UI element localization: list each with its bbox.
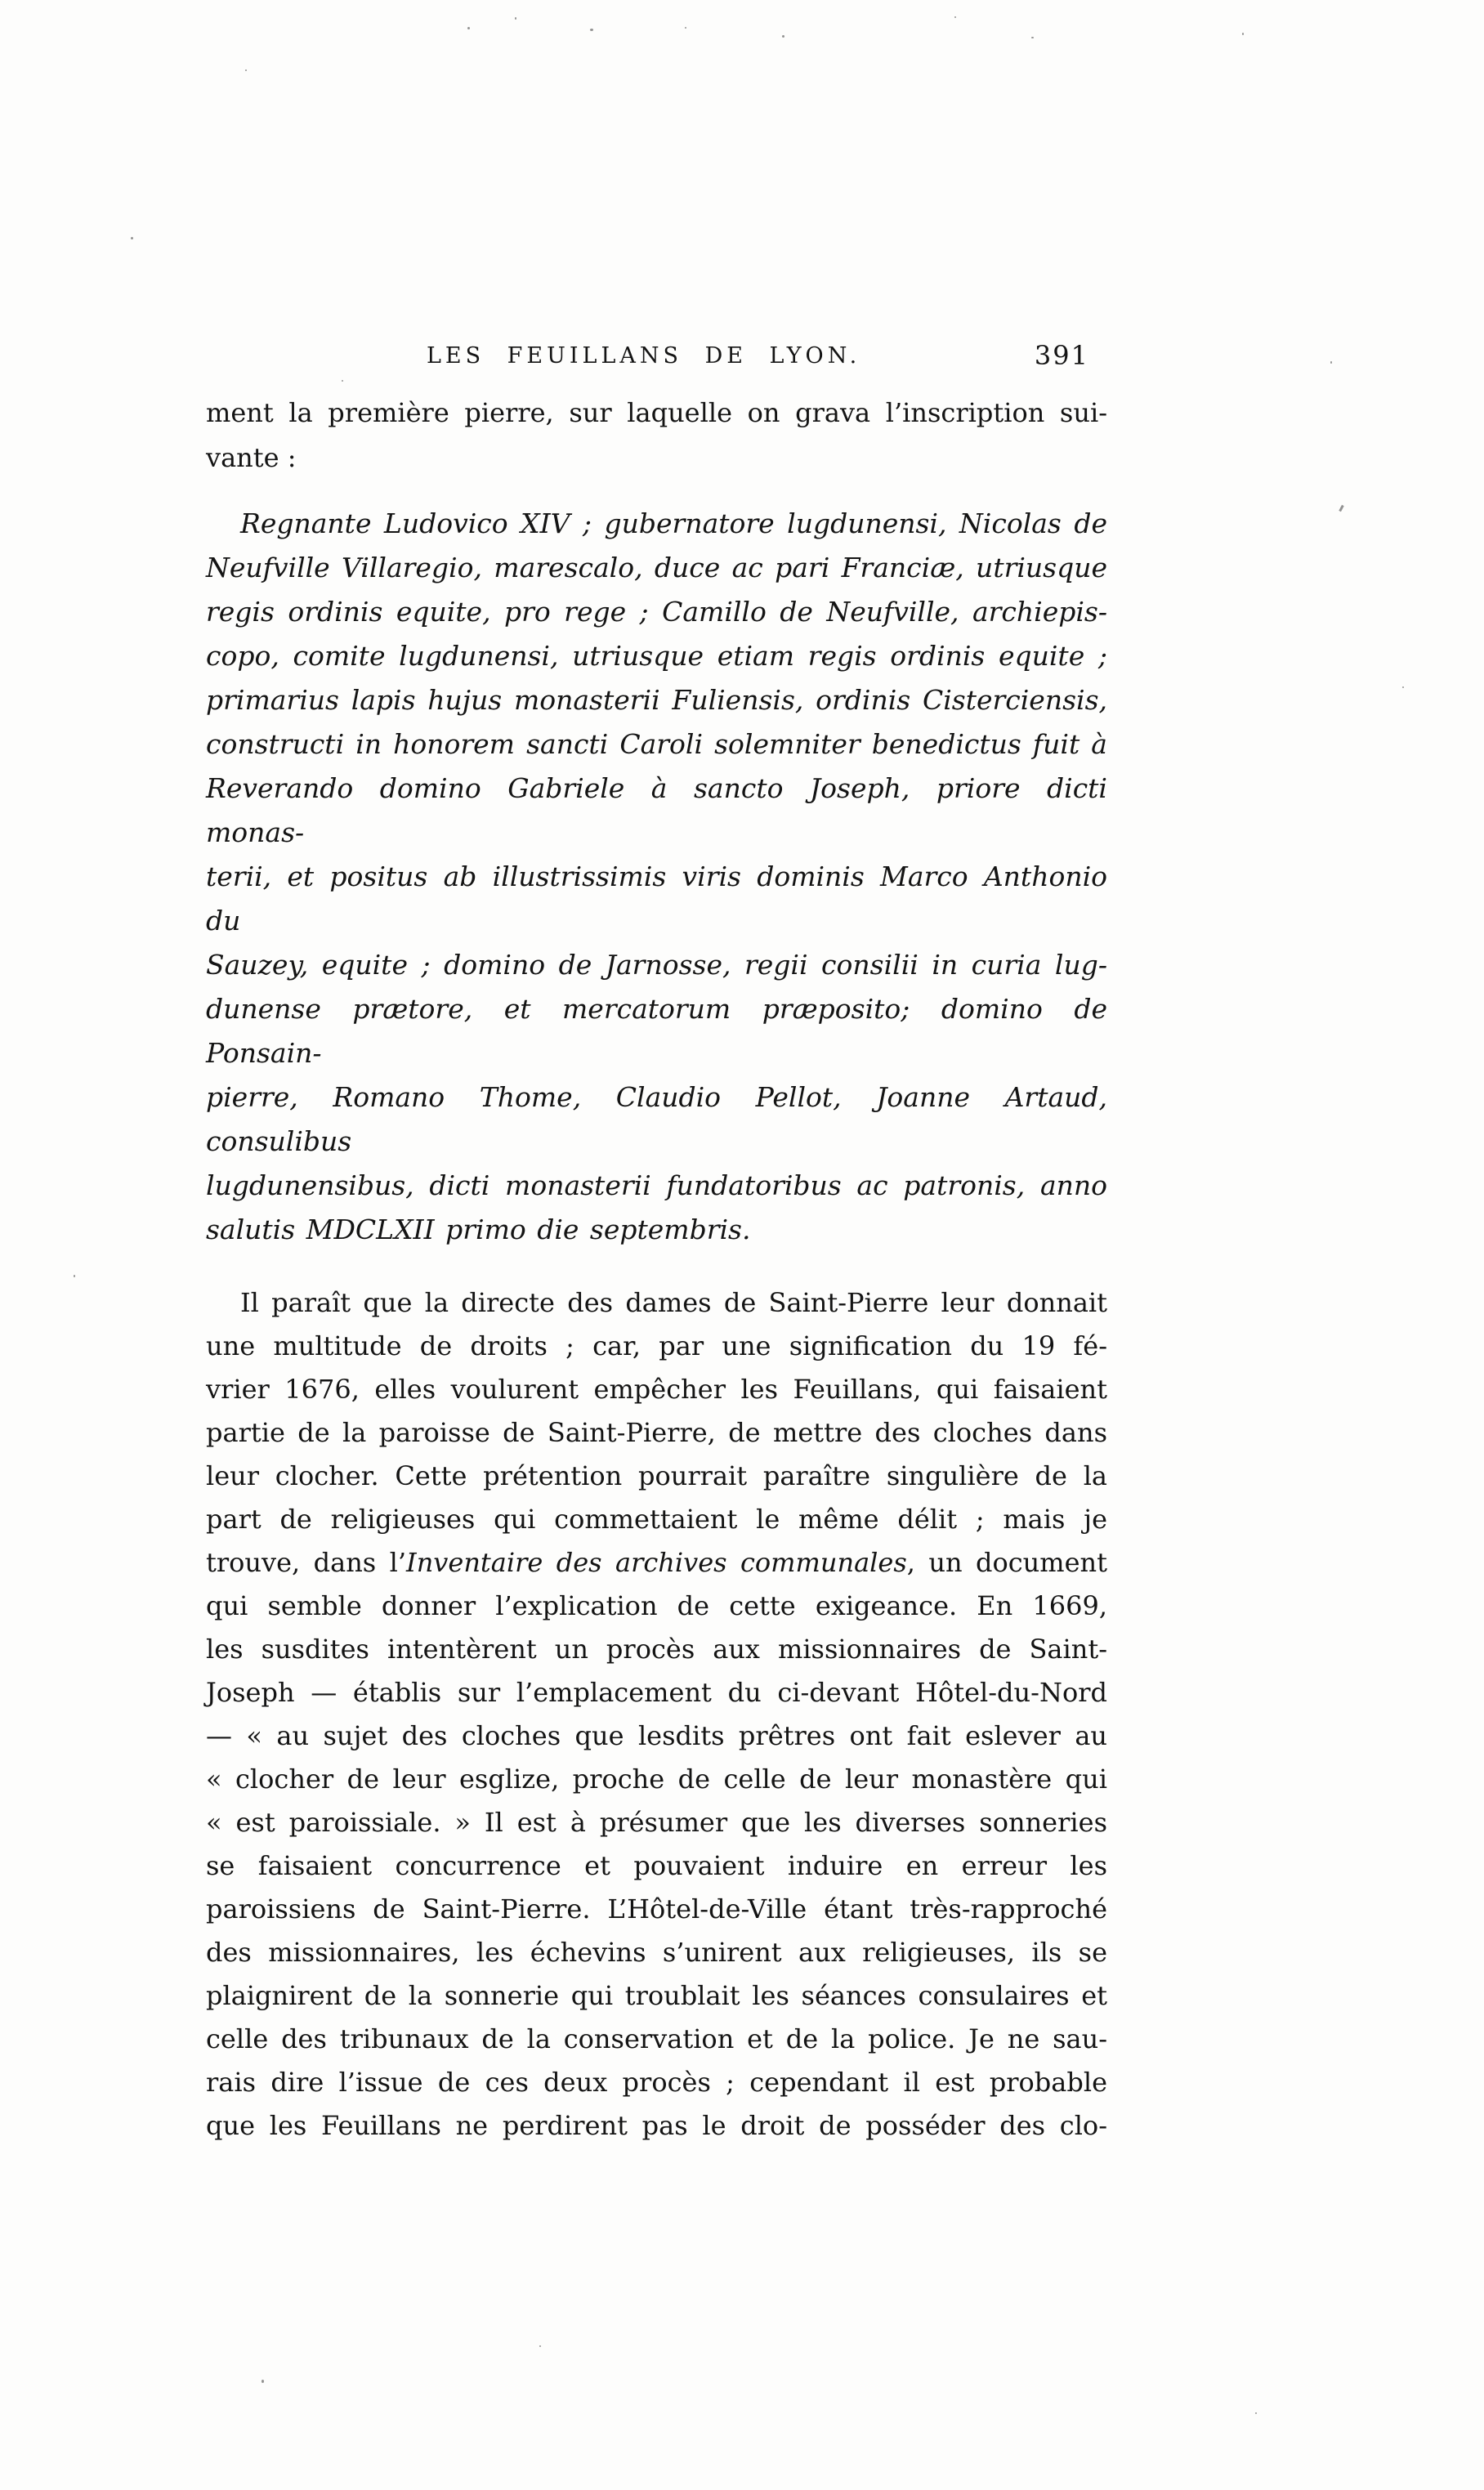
- text-line: terii, et positus ab illustrissimis viris dominis Marco Anthonio du: [206, 861, 1107, 937]
- scan-speck: [515, 17, 516, 20]
- text-line: — « au sujet des cloches que lesdits prêtres ont fait eslever au: [206, 1720, 1107, 1751]
- text-line: leur clocher. Cette prétention pourrait paraître singulière de la: [206, 1460, 1107, 1491]
- text-line: « clocher de leur esglize, proche de celle de leur monastère qui: [206, 1764, 1107, 1795]
- text-line: se faisaient concurrence et pouvaient induire en erreur les: [206, 1850, 1107, 1881]
- text-line: Il paraît que la directe des dames de Saint-Pierre leur donnait: [240, 1287, 1107, 1318]
- scan-speck: [1031, 37, 1034, 38]
- text-line: Joseph — établis sur l’emplacement du ci-devant Hôtel-du-Nord: [206, 1677, 1107, 1708]
- scan-speck: [245, 69, 247, 71]
- text-line: une multitude de droits ; car, par une signification du 19 fé-: [206, 1330, 1107, 1361]
- text-line: celle des tribunaux de la conservation et de la police. Je ne sau-: [206, 2023, 1107, 2054]
- text-line: rais dire l’issue de ces deux procès ; cependant il est probable: [206, 2067, 1107, 2098]
- text-line: ment la première pierre, sur laquelle on grava l’inscription sui-: [206, 397, 1107, 428]
- text-line: lugdunensibus, dicti monasterii fundatoribus ac patronis, anno: [206, 1169, 1107, 1201]
- scan-speck: [1242, 33, 1244, 35]
- scan-speck: [1330, 361, 1332, 364]
- scan-speck: [782, 35, 784, 38]
- text-line: regis ordinis equite, pro rege ; Camillo de Neufville, archiepis-: [206, 596, 1107, 628]
- scan-speck: [954, 16, 956, 18]
- scan-speck: [685, 27, 686, 29]
- latin-inscription: [206, 502, 1107, 1252]
- text-line: Reverando domino Gabriele à sancto Joseph, priore dicti monas-: [206, 772, 1107, 848]
- text-block: [206, 391, 1107, 2148]
- text-line: paroissiens de Saint-Pierre. L’Hôtel-de-Ville étant très-rapproché: [206, 1893, 1107, 1924]
- text-line: qui semble donner l’explication de cette exigeance. En 1669,: [206, 1590, 1107, 1621]
- scan-speck: [590, 29, 593, 31]
- body-paragraph: [206, 391, 1107, 481]
- text-line: pierre, Romano Thome, Claudio Pellot, Joanne Artaud, consulibus: [206, 1081, 1107, 1157]
- text-line: partie de la paroisse de Saint-Pierre, de mettre des cloches dans: [206, 1417, 1107, 1448]
- page-number: 391: [1034, 340, 1089, 371]
- text-line: part de religieuses qui commettaient le même délit ; mais je: [206, 1504, 1107, 1535]
- running-head-title: LES FEUILLANS DE LYON.: [426, 343, 861, 369]
- scan-speck: [261, 2380, 264, 2383]
- text-line: plaignirent de la sonnerie qui troublait les séances consulaires et: [206, 1980, 1107, 2011]
- scan-speck: [467, 27, 470, 29]
- italic-title-segment: Inventaire des archives communales: [406, 1547, 907, 1578]
- body-paragraph: [206, 1281, 1107, 2148]
- text-line: copo, comite lugdunensi, utriusque etiam regis ordinis equite ;: [206, 640, 1107, 672]
- text-line: les susdites intentèrent un procès aux missionnaires de Saint-: [206, 1634, 1107, 1665]
- text-line: Sauzey, equite ; domino de Jarnosse, regii consilii in curia lug-: [206, 949, 1107, 981]
- text-line: vante :: [206, 442, 297, 473]
- scan-speck: [1402, 686, 1404, 688]
- text-line: primarius lapis hujus monasterii Fuliensis, ordinis Cisterciensis,: [206, 684, 1107, 716]
- text-line: constructi in honorem sancti Caroli solemniter benedictus fuit à: [206, 728, 1107, 760]
- text-line: dunense prætore, et mercatorum præposito; domino de Ponsain-: [206, 993, 1107, 1069]
- text-line: Neufville Villaregio, marescalo, duce ac pari Franciæ, utriusque: [206, 552, 1107, 583]
- text-line: trouve, dans l’Inventaire des archives communales, un document: [206, 1547, 1108, 1578]
- running-head: [206, 340, 1107, 379]
- scan-speck: [539, 2345, 541, 2347]
- text-line: vrier 1676, elles voulurent empêcher les Feuillans, qui faisaient: [206, 1374, 1107, 1405]
- scan-speck: [1255, 2412, 1257, 2414]
- text-line: « est paroissiale. » Il est à présumer que les diverses sonneries: [206, 1807, 1107, 1838]
- scan-speck: [342, 380, 343, 382]
- text-line: que les Feuillans ne perdirent pas le droit de posséder des clo-: [206, 2110, 1107, 2141]
- scan-speck: [1339, 505, 1343, 512]
- text-line: Regnante Ludovico XIV ; gubernatore lugdunensi, Nicolas de: [240, 507, 1107, 539]
- scan-speck: [74, 1275, 75, 1277]
- text-line: des missionnaires, les échevins s’unirent aux religieuses, ils se: [206, 1937, 1107, 1968]
- scan-speck: [131, 237, 133, 239]
- text-line: salutis MDCLXII primo die septembris.: [206, 1214, 751, 1245]
